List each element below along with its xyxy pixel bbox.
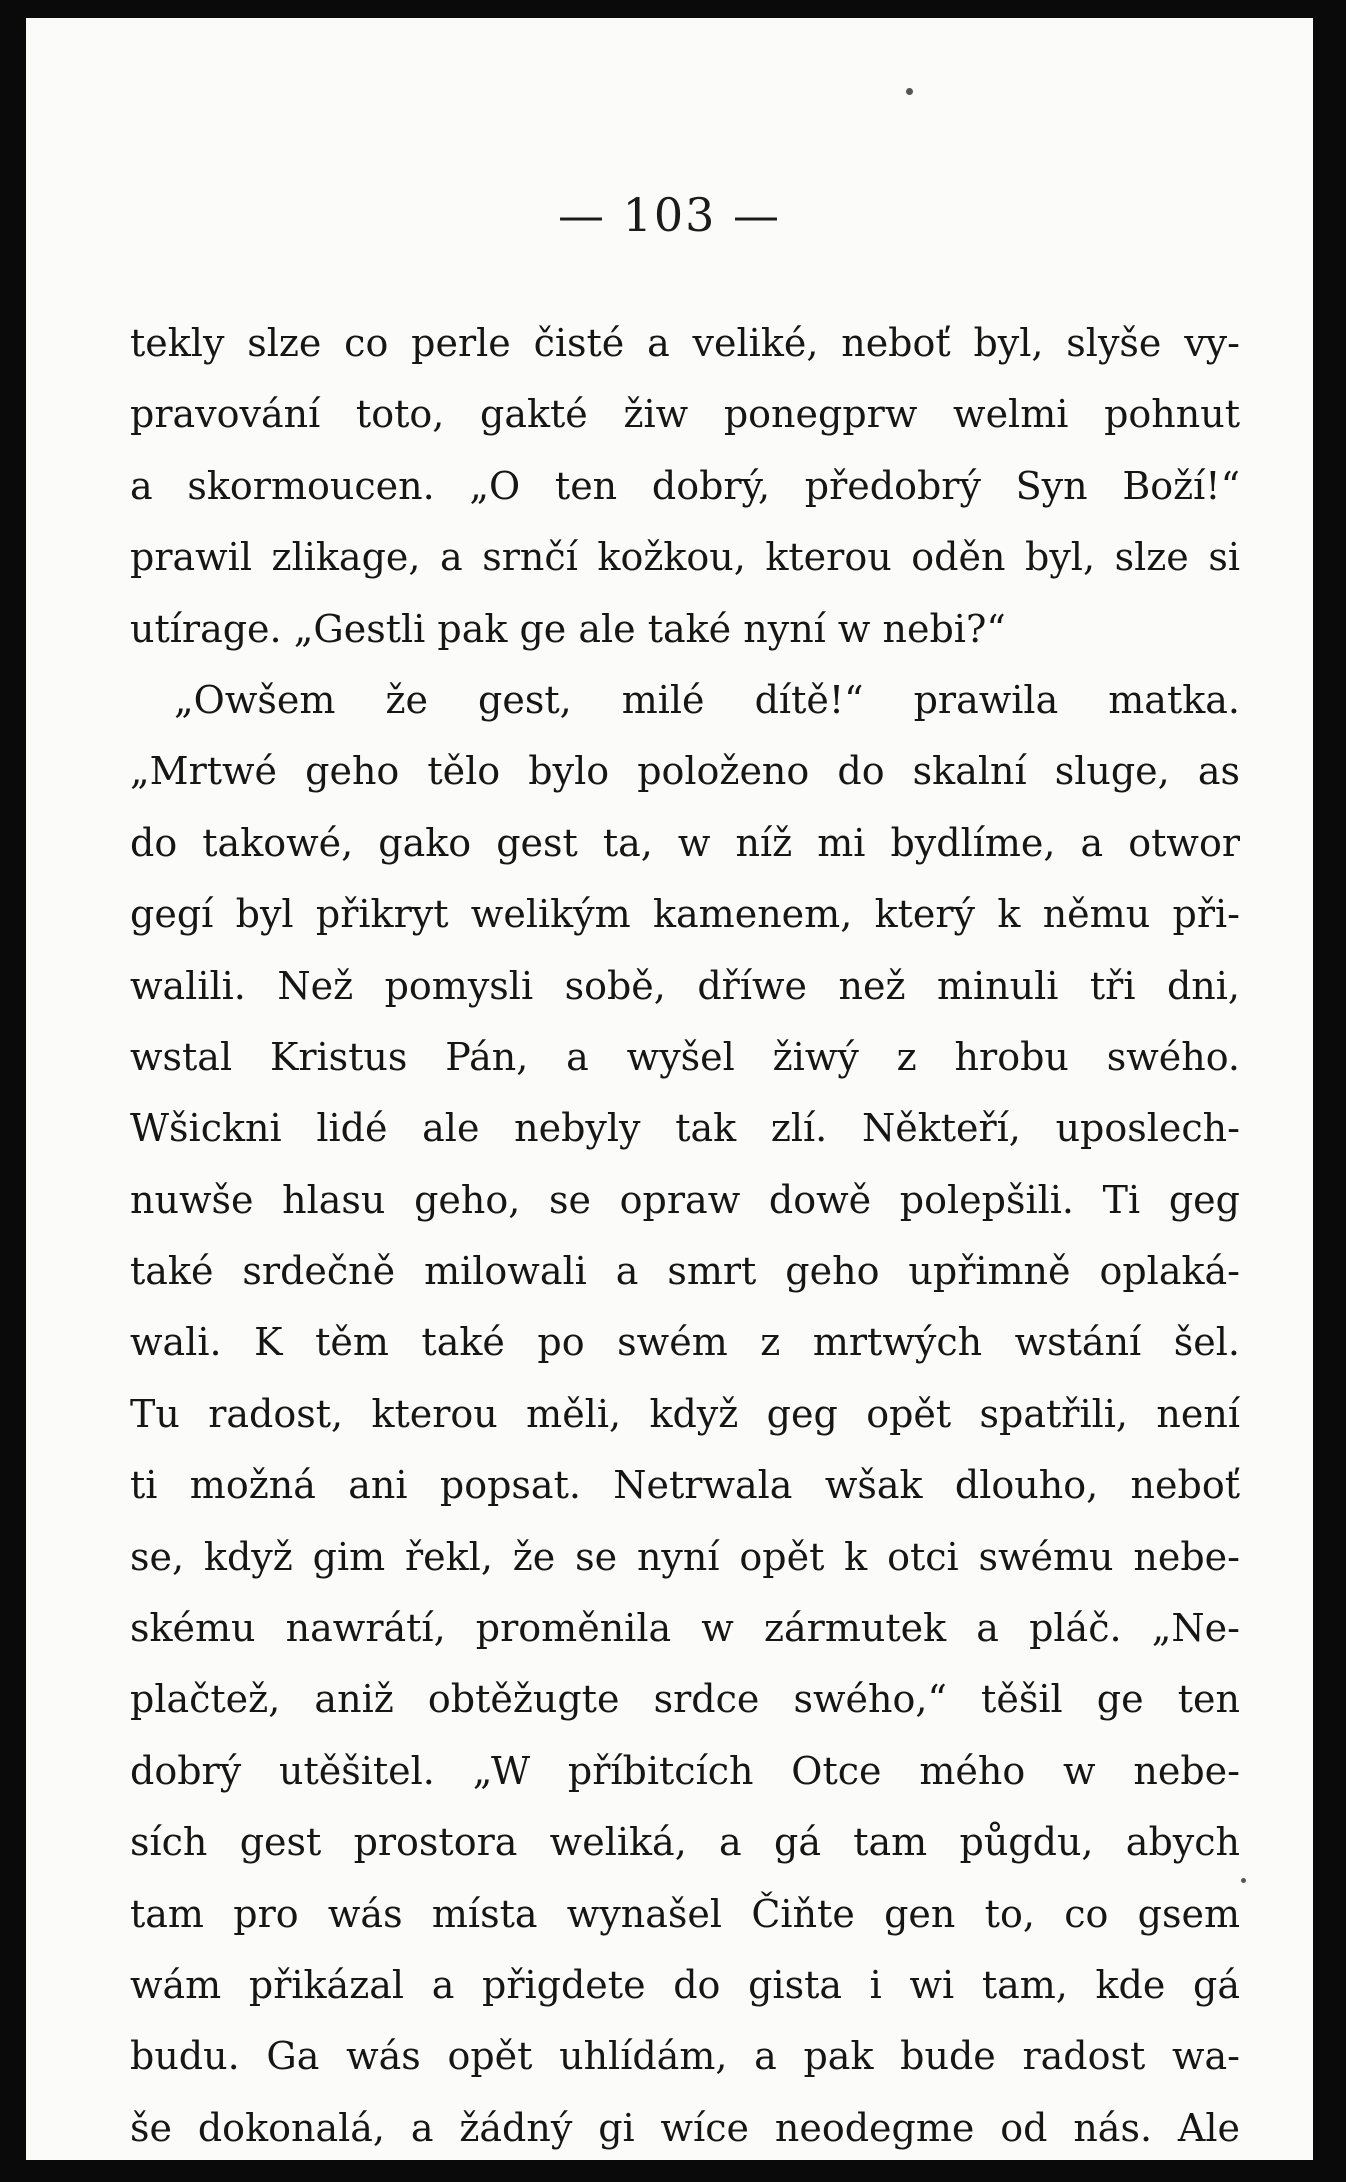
text-line: budu. Ga wás opět uhlídám, a pak bude radost wa- [130, 2034, 1240, 2079]
text-line: gegí byl přikryt welikým kamenem, který k němu při- [130, 892, 1240, 937]
text-line: walili. Než pomysli sobě, dříwe než minuli tři dni, [130, 963, 1240, 1008]
text-line: „Owšem že gest, milé dítě!“ prawila matka. [174, 677, 1240, 722]
text-line: prawil zlikage, a srnčí kožkou, kterou oděn byl, slze si [130, 535, 1240, 580]
text-line: do takowé, gako gest ta, w níž mi bydlíme, a otwor [130, 820, 1240, 865]
text-line: sích gest prostora weliká, a gá tam půgdu, abych [130, 1820, 1240, 1865]
text-line: také srdečně milowali a smrt geho upřimně oplaká- [130, 1249, 1240, 1294]
text-line: Wšickni lidé ale nebyly tak zlí. Někteří, uposlech- [130, 1106, 1240, 1151]
book-page [26, 18, 1313, 2160]
paper-speck [906, 88, 913, 95]
text-line: nuwše hlasu geho, se opraw dowě polepšili. Ti geg [130, 1177, 1240, 1222]
body-text [130, 308, 1240, 2164]
text-line: dobrý utěšitel. „W příbitcích Otce mého w nebe- [130, 1748, 1240, 1793]
text-line: utírage. „Gestli pak ge ale také nyní w nebi?“ [130, 606, 1006, 651]
text-line: plačtež, aniž obtěžugte srdce swého,“ těšil ge ten [130, 1677, 1240, 1722]
text-line: Tu radost, kterou měli, když geg opět spatřili, není [130, 1391, 1240, 1436]
text-line: ti možná ani popsat. Netrwala wšak dlouho, neboť [130, 1463, 1240, 1508]
text-line: „Mrtwé geho tělo bylo položeno do skalní sluge, as [130, 749, 1240, 794]
text-line: pravování toto, gakté žiw ponegprw welmi pohnut [130, 392, 1240, 437]
page-number: — 103 — [557, 188, 782, 242]
paper-speck [1241, 1878, 1246, 1883]
text-line: še dokonalá, a žádný gi wíce neodegme od nás. Ale [130, 2105, 1240, 2150]
text-line: tekly slze co perle čisté a veliké, neboť byl, slyše vy- [130, 321, 1240, 365]
text-line: se, když gim řekl, že se nyní opět k otci swému nebe- [130, 1534, 1240, 1579]
text-line: wali. K těm také po swém z mrtwých wstání šel. [130, 1320, 1240, 1365]
text-line: skému nawrátí, proměnila w zármutek a pláč. „Ne- [130, 1606, 1240, 1651]
text-line: a skormoucen. „O ten dobrý, předobrý Syn Boží!“ [130, 463, 1240, 508]
text-line: wám přikázal a přigdete do gista i wi tam, kde gá [130, 1962, 1240, 2007]
text-line: tam pro wás místa wynašel Čiňte gen to, co gsem [130, 1891, 1240, 1936]
text-line: wstal Kristus Pán, a wyšel žiwý z hrobu swého. [130, 1034, 1240, 1079]
